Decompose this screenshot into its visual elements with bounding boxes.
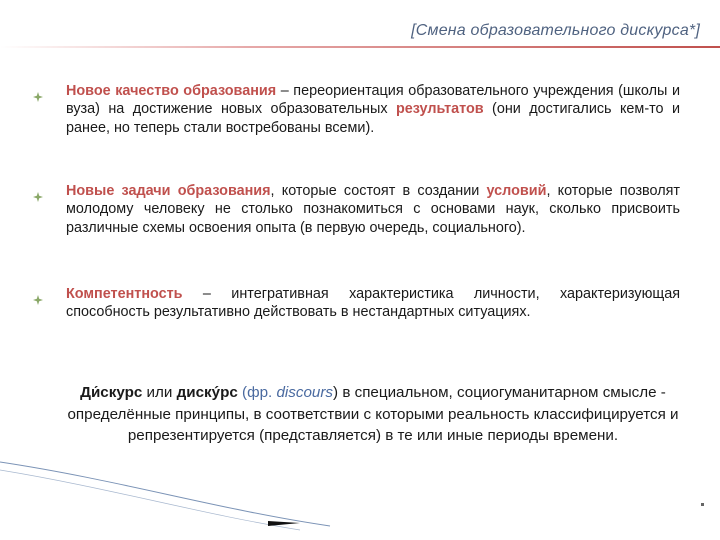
title-underline <box>0 46 720 49</box>
arrow-accent-icon <box>268 521 300 526</box>
bullet-text: – переориентация образовательного учреждения (школы и вуза) на достижение новых образовательных <box>66 83 680 118</box>
definition-text: в специальном, социогуманитарном смысле - определённые принципы, в соответствии с которыми реальность классифицируется и репрезентируется (представляется) в те или иные периоды времени. <box>67 384 679 444</box>
definition-term-alt: дискýрс <box>176 384 238 401</box>
bullet-lead: Новые задачи образования <box>66 183 271 199</box>
bullet-text: (они достигались кем-то и ранее, но теперь стали востребованы всеми). <box>66 101 680 136</box>
bullet-keyword: результатов <box>395 101 484 118</box>
bullet-item-quality <box>66 82 680 137</box>
diamond-bullet-icon <box>33 92 43 102</box>
slide-title: [Смена образовательного дискурса*] <box>411 22 700 39</box>
bullet-item-competence <box>66 285 680 322</box>
decorative-swoosh <box>0 440 720 540</box>
bullet-item-tasks <box>66 182 680 237</box>
diamond-bullet-icon <box>33 192 43 202</box>
bullet-lead: Компетентность <box>66 286 183 302</box>
bullet-text: – интегративная характеристика личности, характеризующая способность результативно действовать в нестандартных ситуациях. <box>66 286 680 321</box>
corner-marker <box>701 503 704 506</box>
definition-paren-open: (фр. <box>237 384 277 401</box>
bullet-text: , которые состоят в создании <box>270 183 487 199</box>
title-divider <box>0 46 720 48</box>
definition-term: Ди́скурс <box>80 384 143 401</box>
definition-foreign-word: discours <box>276 384 334 401</box>
definition-paren-close: ) <box>333 384 339 401</box>
diamond-bullet-icon <box>33 295 43 305</box>
definition-connector: или <box>142 384 177 401</box>
bullet-lead: Новое качество образования <box>66 83 277 99</box>
bullet-keyword: условий <box>486 183 547 199</box>
bullet-text: , которые позволят молодому человеку не столько познакомиться с основами наук, сколько присвоить различные схемы освоения опыта (в первую очередь, социального). <box>66 183 680 236</box>
definition-paragraph <box>48 382 698 447</box>
